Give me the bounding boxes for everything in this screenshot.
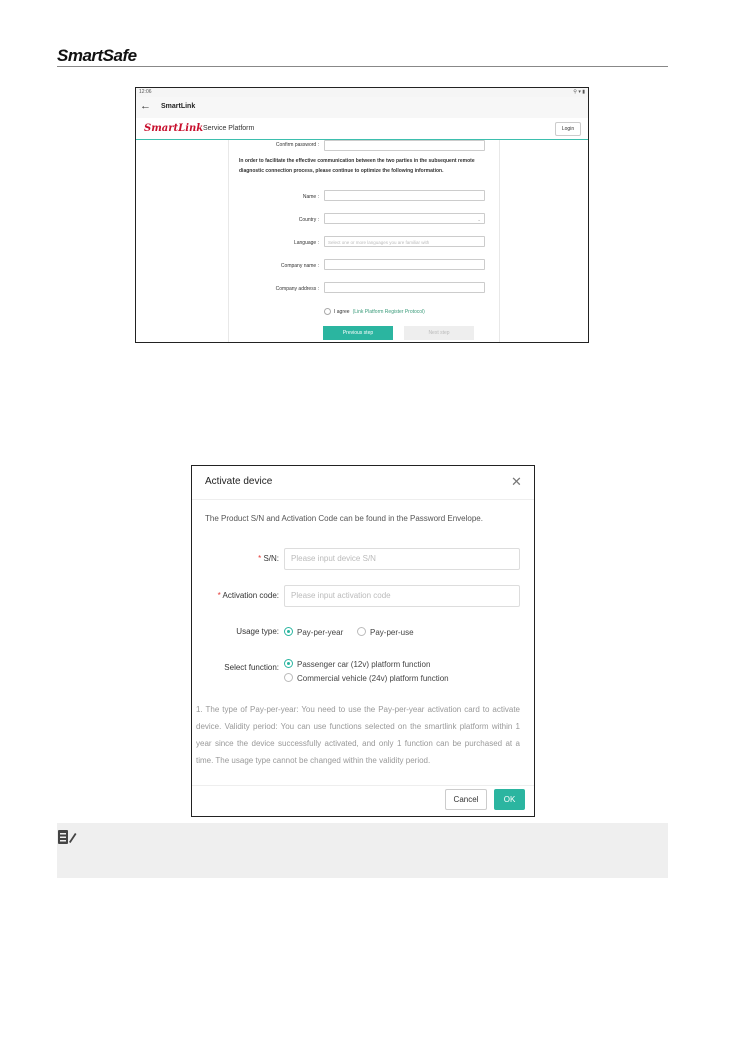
app-bar xyxy=(136,97,588,119)
smartlink-logo: SmartLink xyxy=(144,123,204,134)
radio-passenger-car[interactable]: Passenger car (12v) platform function xyxy=(284,659,430,669)
status-time: 12:06 xyxy=(139,89,152,95)
platform-name: Service Platform xyxy=(203,125,255,132)
protocol-link[interactable]: (Link Platform Register Protocol) xyxy=(352,308,425,315)
note-pencil-icon xyxy=(57,829,77,845)
agree-checkbox[interactable] xyxy=(324,308,331,315)
activation-code-label: * Activation code: xyxy=(217,591,279,600)
dialog-divider xyxy=(192,499,535,500)
radio-pay-per-use[interactable]: Pay-per-use xyxy=(357,627,414,637)
language-label: Language : xyxy=(293,240,319,246)
company-name-label: Company name : xyxy=(280,263,319,269)
login-button[interactable]: Login xyxy=(555,122,581,136)
company-address-label: Company address : xyxy=(275,286,319,292)
app-title: SmartLink xyxy=(161,103,196,110)
select-function-label: Select function: xyxy=(224,663,279,672)
company-address-input[interactable] xyxy=(324,282,485,293)
info-text: In order to facilitate the effective communication between the two parties in the subsequent remote diagnostic connection process, please continue to optimize the following information. xyxy=(239,158,475,174)
dialog-title: Activate device xyxy=(205,476,273,487)
language-select[interactable]: Select one or more languages you are familiar with xyxy=(324,236,485,247)
status-icons: ⚲ ▾ ▮ xyxy=(573,89,585,95)
country-select[interactable] xyxy=(324,213,485,224)
usage-explanation: 1. The type of Pay-per-year: You need to use the Pay-per-year activation card to activate device. Validity period: You can use functions selected on the smartlink platform within 1 year since the device successfully activated, and only 1 function can be purchased at a time. The usage type cannot be changed within the validity period. xyxy=(196,705,520,765)
chevron-down-icon: ⌄ xyxy=(477,217,481,222)
confirm-password-input[interactable] xyxy=(324,140,485,151)
sn-input[interactable]: Please input device S/N xyxy=(284,548,520,570)
note-box xyxy=(57,823,668,878)
close-icon[interactable]: ✕ xyxy=(511,474,522,489)
radio-pay-per-year[interactable]: Pay-per-year xyxy=(284,627,343,637)
confirm-password-label: Confirm password : xyxy=(275,142,319,148)
previous-step-button[interactable]: Previous step xyxy=(323,326,393,340)
country-label: Country : xyxy=(298,217,319,223)
activate-device-dialog xyxy=(191,465,535,817)
registration-form xyxy=(228,140,500,343)
back-arrow-icon[interactable]: ← xyxy=(140,100,151,112)
cancel-button[interactable]: Cancel xyxy=(445,789,487,810)
next-step-button[interactable]: Next step xyxy=(404,326,474,340)
radio-commercial-vehicle[interactable]: Commercial vehicle (24v) platform function xyxy=(284,673,449,683)
agree-text: I agree xyxy=(334,308,350,315)
agree-row xyxy=(324,308,425,315)
platform-header xyxy=(136,118,588,140)
activation-code-input[interactable]: Please input activation code xyxy=(284,585,520,607)
name-label: Name : xyxy=(302,194,319,200)
dialog-footer-divider xyxy=(192,785,535,786)
name-input[interactable] xyxy=(324,190,485,201)
dialog-note: The Product S/N and Activation Code can be found in the Password Envelope. xyxy=(205,514,483,523)
screenshot-registration xyxy=(135,87,589,343)
ok-button[interactable]: OK xyxy=(494,789,525,810)
usage-type-label: Usage type: xyxy=(236,627,279,636)
status-bar xyxy=(136,88,588,97)
sn-label: * S/N: xyxy=(258,554,279,563)
brand-logo: SmartSafe xyxy=(57,46,137,65)
company-name-input[interactable] xyxy=(324,259,485,270)
header-divider xyxy=(57,66,668,67)
